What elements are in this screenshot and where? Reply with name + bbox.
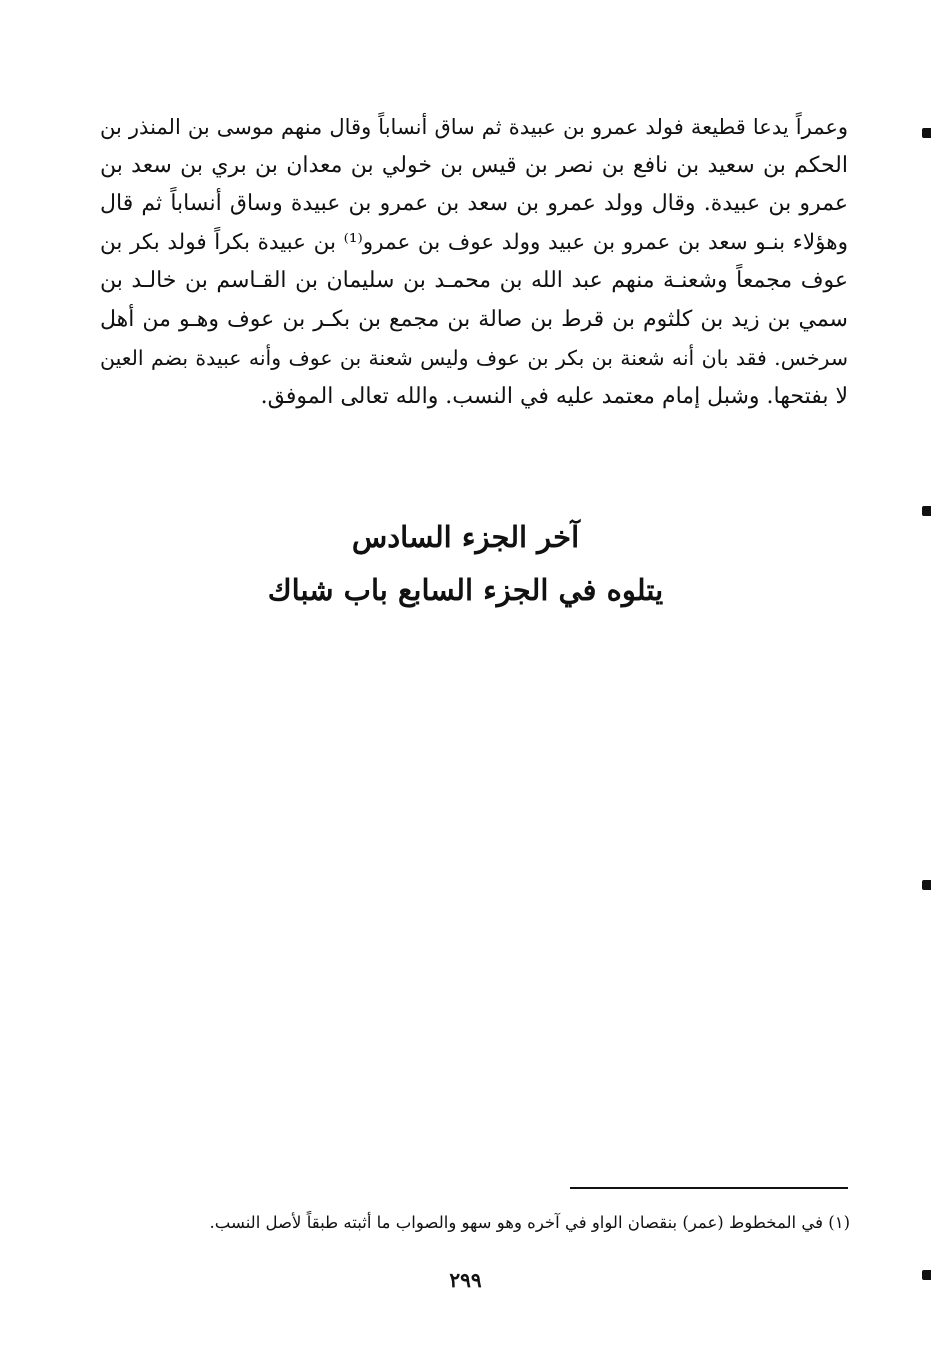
end-of-volume-heading: آخر الجزء السادس [351,520,580,554]
margin-mark [922,880,931,890]
text-line-8: لا بفتحها. وشبل إمام معتمد عليه في النسب. والله تعالى الموفق. [260,383,848,409]
text-line-5: عوف مجمعاً وشعنـة منهم عبد الله بن محمـد بن سليمان بن القـاسم بن خالـد بن [100,268,848,293]
text-line-3: عمرو بن عبيدة. وقال وولد عمرو بن سعد بن عمرو بن عبيدة وساق أنساباً ثم قال [100,191,848,216]
margin-mark [922,1270,931,1280]
footnote-separator [570,1187,848,1189]
main-text-block [100,108,848,416]
text-line-2: الحكم بن سعيد بن نافع بن نصر بن قيس بن خولي بن معدان بن بري بن سعد بن [100,152,848,178]
margin-mark [922,128,931,138]
margin-mark [922,506,931,516]
footnote: (١) في المخطوط (عمر) بنقصان الواو في آخره وهو سهو والصواب ما أثبته طبقاً لأصل النسب. [209,1213,850,1232]
page-number: ٢٩٩ [449,1268,482,1292]
next-volume-heading: يتلوه في الجزء السابع باب شباك [267,573,664,607]
text-line-7: سرخس. فقد بان أنه شعنة بن بكر بن عوف وليس شعنة بن عوف وأنه عبيدة بضم العين [100,346,848,370]
text-line-1: وعمراً يدعا قطيعة فولد عمرو بن عبيدة ثم ساق أنساباً وقال منهم موسى بن المنذر بن [100,115,848,139]
text-line-4: وهؤلاء بنـو سعد بن عمرو بن عبيد وولد عوف بن عمرو⁽¹⁾ بن عبيدة بكراً فولد بكر بن [100,229,848,255]
text-line-6: سمي بن زيد بن كلثوم بن قرط بن صالة بن مجمع بن بكـر بن عوف وهـو من أهل [100,306,848,332]
